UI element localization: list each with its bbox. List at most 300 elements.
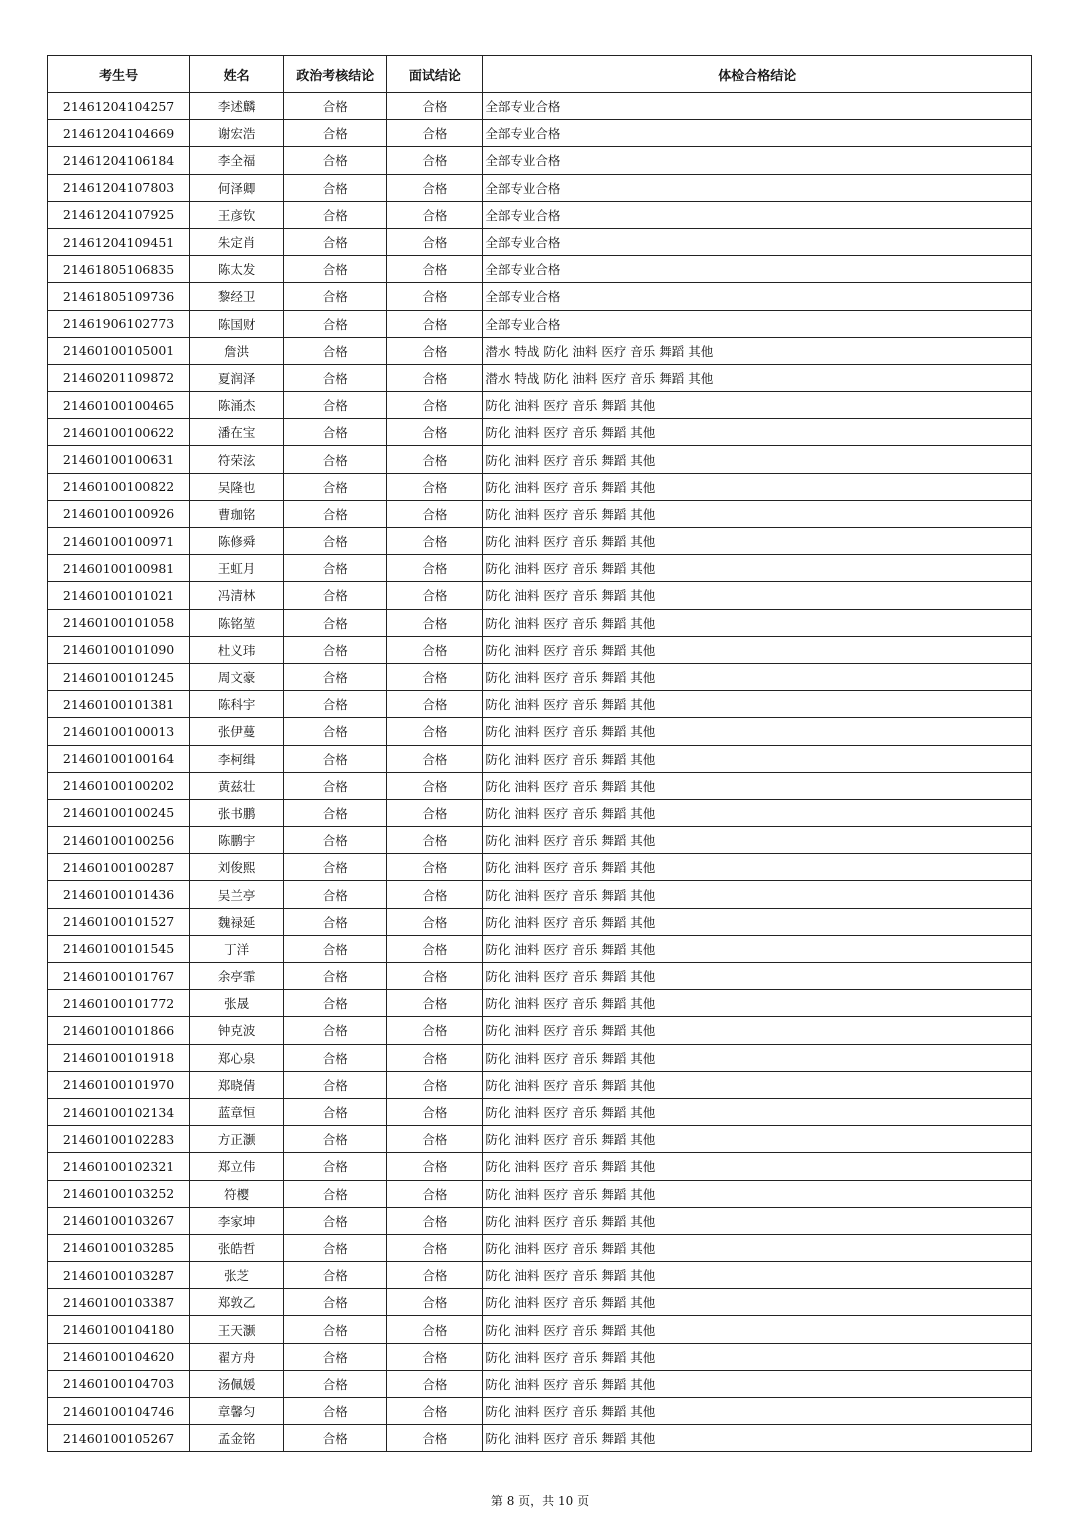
name-cell: 张皓哲	[190, 1234, 284, 1261]
exam-number-cell: 21460100103267	[48, 1207, 190, 1234]
exam-number-cell: 21460100100256	[48, 827, 190, 854]
medical-result-cell: 防化 油料 医疗 音乐 舞蹈 其他	[483, 745, 1032, 772]
exam-number-cell: 21461204106184	[48, 147, 190, 174]
political-review-cell: 合格	[284, 582, 387, 609]
interview-cell: 合格	[387, 663, 483, 690]
table-row	[48, 147, 1032, 174]
political-review-cell: 合格	[284, 745, 387, 772]
exam-number-cell: 21460201109872	[48, 364, 190, 391]
interview-cell: 合格	[387, 908, 483, 935]
medical-result-cell: 全部专业合格	[483, 228, 1032, 255]
name-cell: 郑晓倩	[190, 1071, 284, 1098]
medical-result-cell: 防化 油料 医疗 音乐 舞蹈 其他	[483, 555, 1032, 582]
name-cell: 方正灏	[190, 1126, 284, 1153]
name-cell: 魏禄延	[190, 908, 284, 935]
name-cell: 陈涌杰	[190, 392, 284, 419]
table-row	[48, 1398, 1032, 1425]
exam-number-cell: 21460100104180	[48, 1316, 190, 1343]
table-row	[48, 854, 1032, 881]
name-cell: 孟金铭	[190, 1425, 284, 1452]
name-cell: 谢宏浩	[190, 120, 284, 147]
exam-number-cell: 21460100100822	[48, 473, 190, 500]
name-cell: 符荣泫	[190, 446, 284, 473]
header-interview: 面试结论	[387, 56, 483, 93]
exam-number-cell: 21460100100971	[48, 528, 190, 555]
exam-number-cell: 21460100102283	[48, 1126, 190, 1153]
table-row	[48, 990, 1032, 1017]
medical-result-cell: 防化 油料 医疗 音乐 舞蹈 其他	[483, 908, 1032, 935]
name-cell: 张晟	[190, 990, 284, 1017]
medical-result-cell: 全部专业合格	[483, 283, 1032, 310]
exam-number-cell: 21460100100287	[48, 854, 190, 881]
table-row	[48, 1289, 1032, 1316]
exam-number-cell: 21461204104257	[48, 93, 190, 120]
exam-number-cell: 21461204107925	[48, 201, 190, 228]
table-row	[48, 663, 1032, 690]
table-row	[48, 1207, 1032, 1234]
medical-result-cell: 防化 油料 医疗 音乐 舞蹈 其他	[483, 392, 1032, 419]
table-row	[48, 799, 1032, 826]
name-cell: 李述麟	[190, 93, 284, 120]
table-row	[48, 93, 1032, 120]
medical-result-cell: 潜水 特战 防化 油料 医疗 音乐 舞蹈 其他	[483, 364, 1032, 391]
political-review-cell: 合格	[284, 1425, 387, 1452]
interview-cell: 合格	[387, 337, 483, 364]
exam-number-cell: 21460100101866	[48, 1017, 190, 1044]
exam-number-cell: 21460100101527	[48, 908, 190, 935]
table-row	[48, 256, 1032, 283]
interview-cell: 合格	[387, 392, 483, 419]
table-row	[48, 1044, 1032, 1071]
interview-cell: 合格	[387, 147, 483, 174]
name-cell: 周文豪	[190, 663, 284, 690]
table-row	[48, 310, 1032, 337]
medical-result-cell: 防化 油料 医疗 音乐 舞蹈 其他	[483, 718, 1032, 745]
table-row	[48, 1180, 1032, 1207]
table-row	[48, 908, 1032, 935]
table-row	[48, 1098, 1032, 1125]
interview-cell: 合格	[387, 827, 483, 854]
table-row	[48, 392, 1032, 419]
name-cell: 何泽卿	[190, 174, 284, 201]
exam-number-cell: 21460100102321	[48, 1153, 190, 1180]
exam-number-cell: 21460100102134	[48, 1098, 190, 1125]
interview-cell: 合格	[387, 745, 483, 772]
medical-result-cell: 防化 油料 医疗 音乐 舞蹈 其他	[483, 609, 1032, 636]
medical-result-cell: 防化 油料 医疗 音乐 舞蹈 其他	[483, 528, 1032, 555]
exam-number-cell: 21461805109736	[48, 283, 190, 310]
name-cell: 夏润泽	[190, 364, 284, 391]
interview-cell: 合格	[387, 718, 483, 745]
interview-cell: 合格	[387, 799, 483, 826]
table-row	[48, 1234, 1032, 1261]
political-review-cell: 合格	[284, 1262, 387, 1289]
interview-cell: 合格	[387, 419, 483, 446]
medical-result-cell: 全部专业合格	[483, 120, 1032, 147]
exam-number-cell: 21461204107803	[48, 174, 190, 201]
exam-number-cell: 21461906102773	[48, 310, 190, 337]
interview-cell: 合格	[387, 1044, 483, 1071]
name-cell: 符樱	[190, 1180, 284, 1207]
political-review-cell: 合格	[284, 473, 387, 500]
political-review-cell: 合格	[284, 1153, 387, 1180]
political-review-cell: 合格	[284, 691, 387, 718]
exam-number-cell: 21460100103287	[48, 1262, 190, 1289]
exam-number-cell: 21460100100164	[48, 745, 190, 772]
exam-number-cell: 21460100101381	[48, 691, 190, 718]
exam-number-cell: 21460100101970	[48, 1071, 190, 1098]
medical-result-cell: 防化 油料 医疗 音乐 舞蹈 其他	[483, 419, 1032, 446]
table-row	[48, 228, 1032, 255]
interview-cell: 合格	[387, 310, 483, 337]
political-review-cell: 合格	[284, 963, 387, 990]
table-row	[48, 555, 1032, 582]
table-row	[48, 1316, 1032, 1343]
medical-result-cell: 潜水 特战 防化 油料 医疗 音乐 舞蹈 其他	[483, 337, 1032, 364]
name-cell: 王彦钦	[190, 201, 284, 228]
medical-result-cell: 全部专业合格	[483, 310, 1032, 337]
political-review-cell: 合格	[284, 908, 387, 935]
name-cell: 郑立伟	[190, 1153, 284, 1180]
name-cell: 李家坤	[190, 1207, 284, 1234]
medical-result-cell: 防化 油料 医疗 音乐 舞蹈 其他	[483, 1370, 1032, 1397]
medical-result-cell: 防化 油料 医疗 音乐 舞蹈 其他	[483, 772, 1032, 799]
name-cell: 陈鹏宇	[190, 827, 284, 854]
name-cell: 翟方舟	[190, 1343, 284, 1370]
name-cell: 陈太发	[190, 256, 284, 283]
interview-cell: 合格	[387, 228, 483, 255]
interview-cell: 合格	[387, 1126, 483, 1153]
name-cell: 汤佩媛	[190, 1370, 284, 1397]
header-row	[48, 56, 1032, 93]
name-cell: 李柯缉	[190, 745, 284, 772]
interview-cell: 合格	[387, 1071, 483, 1098]
name-cell: 钟克波	[190, 1017, 284, 1044]
table-row	[48, 881, 1032, 908]
medical-result-cell: 防化 油料 医疗 音乐 舞蹈 其他	[483, 1316, 1032, 1343]
interview-cell: 合格	[387, 1316, 483, 1343]
table-row	[48, 1071, 1032, 1098]
table-row	[48, 1153, 1032, 1180]
name-cell: 杜义玮	[190, 636, 284, 663]
name-cell: 王天灏	[190, 1316, 284, 1343]
name-cell: 李全福	[190, 147, 284, 174]
political-review-cell: 合格	[284, 228, 387, 255]
interview-cell: 合格	[387, 364, 483, 391]
name-cell: 丁洋	[190, 935, 284, 962]
political-review-cell: 合格	[284, 337, 387, 364]
results-table	[47, 55, 1032, 1452]
political-review-cell: 合格	[284, 364, 387, 391]
name-cell: 余亭霏	[190, 963, 284, 990]
interview-cell: 合格	[387, 935, 483, 962]
medical-result-cell: 防化 油料 医疗 音乐 舞蹈 其他	[483, 1071, 1032, 1098]
table-row	[48, 500, 1032, 527]
political-review-cell: 合格	[284, 1234, 387, 1261]
table-row	[48, 1017, 1032, 1044]
interview-cell: 合格	[387, 1289, 483, 1316]
political-review-cell: 合格	[284, 419, 387, 446]
medical-result-cell: 防化 油料 医疗 音乐 舞蹈 其他	[483, 1234, 1032, 1261]
medical-result-cell: 防化 油料 医疗 音乐 舞蹈 其他	[483, 1126, 1032, 1153]
political-review-cell: 合格	[284, 663, 387, 690]
name-cell: 曹珈铭	[190, 500, 284, 527]
interview-cell: 合格	[387, 1370, 483, 1397]
interview-cell: 合格	[387, 1398, 483, 1425]
interview-cell: 合格	[387, 1207, 483, 1234]
political-review-cell: 合格	[284, 636, 387, 663]
interview-cell: 合格	[387, 636, 483, 663]
exam-number-cell: 21460100105001	[48, 337, 190, 364]
political-review-cell: 合格	[284, 555, 387, 582]
exam-number-cell: 21460100103387	[48, 1289, 190, 1316]
political-review-cell: 合格	[284, 147, 387, 174]
medical-result-cell: 防化 油料 医疗 音乐 舞蹈 其他	[483, 935, 1032, 962]
table-row	[48, 1262, 1032, 1289]
table-row	[48, 337, 1032, 364]
table-row	[48, 827, 1032, 854]
interview-cell: 合格	[387, 582, 483, 609]
interview-cell: 合格	[387, 1017, 483, 1044]
exam-number-cell: 21460100101767	[48, 963, 190, 990]
name-cell: 黎经卫	[190, 283, 284, 310]
header-exam-number: 考生号	[48, 56, 190, 93]
name-cell: 詹洪	[190, 337, 284, 364]
political-review-cell: 合格	[284, 500, 387, 527]
political-review-cell: 合格	[284, 1343, 387, 1370]
political-review-cell: 合格	[284, 283, 387, 310]
political-review-cell: 合格	[284, 1126, 387, 1153]
interview-cell: 合格	[387, 174, 483, 201]
name-cell: 蓝章恒	[190, 1098, 284, 1125]
political-review-cell: 合格	[284, 881, 387, 908]
political-review-cell: 合格	[284, 799, 387, 826]
table-row	[48, 1425, 1032, 1452]
political-review-cell: 合格	[284, 609, 387, 636]
exam-number-cell: 21460100100465	[48, 392, 190, 419]
medical-result-cell: 防化 油料 医疗 音乐 舞蹈 其他	[483, 1262, 1032, 1289]
medical-result-cell: 防化 油料 医疗 音乐 舞蹈 其他	[483, 636, 1032, 663]
exam-number-cell: 21460100100622	[48, 419, 190, 446]
table-row	[48, 283, 1032, 310]
medical-result-cell: 全部专业合格	[483, 201, 1032, 228]
medical-result-cell: 防化 油料 医疗 音乐 舞蹈 其他	[483, 827, 1032, 854]
medical-result-cell: 防化 油料 医疗 音乐 舞蹈 其他	[483, 881, 1032, 908]
medical-result-cell: 防化 油料 医疗 音乐 舞蹈 其他	[483, 582, 1032, 609]
table-row	[48, 1370, 1032, 1397]
political-review-cell: 合格	[284, 935, 387, 962]
interview-cell: 合格	[387, 881, 483, 908]
political-review-cell: 合格	[284, 772, 387, 799]
exam-number-cell: 21461805106835	[48, 256, 190, 283]
interview-cell: 合格	[387, 963, 483, 990]
name-cell: 潘在宝	[190, 419, 284, 446]
exam-number-cell: 21460100101436	[48, 881, 190, 908]
medical-result-cell: 全部专业合格	[483, 93, 1032, 120]
medical-result-cell: 防化 油料 医疗 音乐 舞蹈 其他	[483, 1180, 1032, 1207]
table-row	[48, 1126, 1032, 1153]
name-cell: 陈国财	[190, 310, 284, 337]
political-review-cell: 合格	[284, 1207, 387, 1234]
medical-result-cell: 防化 油料 医疗 音乐 舞蹈 其他	[483, 1153, 1032, 1180]
table-row	[48, 745, 1032, 772]
political-review-cell: 合格	[284, 310, 387, 337]
interview-cell: 合格	[387, 1153, 483, 1180]
medical-result-cell: 防化 油料 医疗 音乐 舞蹈 其他	[483, 473, 1032, 500]
medical-result-cell: 防化 油料 医疗 音乐 舞蹈 其他	[483, 1343, 1032, 1370]
name-cell: 陈修舜	[190, 528, 284, 555]
political-review-cell: 合格	[284, 528, 387, 555]
table-row	[48, 446, 1032, 473]
name-cell: 郑心泉	[190, 1044, 284, 1071]
interview-cell: 合格	[387, 1343, 483, 1370]
name-cell: 张书鹏	[190, 799, 284, 826]
interview-cell: 合格	[387, 609, 483, 636]
table-row	[48, 201, 1032, 228]
political-review-cell: 合格	[284, 256, 387, 283]
interview-cell: 合格	[387, 1262, 483, 1289]
name-cell: 陈铭堃	[190, 609, 284, 636]
medical-result-cell: 防化 油料 医疗 音乐 舞蹈 其他	[483, 1098, 1032, 1125]
exam-number-cell: 21460100101245	[48, 663, 190, 690]
table-header	[48, 56, 1032, 93]
exam-number-cell: 21460100101545	[48, 935, 190, 962]
interview-cell: 合格	[387, 446, 483, 473]
name-cell: 陈科宇	[190, 691, 284, 718]
exam-number-cell: 21460100100013	[48, 718, 190, 745]
political-review-cell: 合格	[284, 854, 387, 881]
exam-number-cell: 21460100100981	[48, 555, 190, 582]
exam-number-cell: 21460100105267	[48, 1425, 190, 1452]
exam-number-cell: 21460100104703	[48, 1370, 190, 1397]
table-row	[48, 419, 1032, 446]
medical-result-cell: 防化 油料 医疗 音乐 舞蹈 其他	[483, 990, 1032, 1017]
name-cell: 朱定肖	[190, 228, 284, 255]
name-cell: 吴兰亭	[190, 881, 284, 908]
exam-number-cell: 21461204109451	[48, 228, 190, 255]
table-row	[48, 772, 1032, 799]
table-row	[48, 963, 1032, 990]
political-review-cell: 合格	[284, 1044, 387, 1071]
political-review-cell: 合格	[284, 718, 387, 745]
name-cell: 刘俊熙	[190, 854, 284, 881]
interview-cell: 合格	[387, 256, 483, 283]
political-review-cell: 合格	[284, 120, 387, 147]
interview-cell: 合格	[387, 93, 483, 120]
medical-result-cell: 防化 油料 医疗 音乐 舞蹈 其他	[483, 1207, 1032, 1234]
name-cell: 黄兹壮	[190, 772, 284, 799]
exam-number-cell: 21460100101772	[48, 990, 190, 1017]
medical-result-cell: 全部专业合格	[483, 147, 1032, 174]
political-review-cell: 合格	[284, 446, 387, 473]
name-cell: 张伊蔓	[190, 718, 284, 745]
table-row	[48, 691, 1032, 718]
name-cell: 王虹月	[190, 555, 284, 582]
header-political-review: 政治考核结论	[284, 56, 387, 93]
medical-result-cell: 防化 油料 医疗 音乐 舞蹈 其他	[483, 799, 1032, 826]
name-cell: 章馨匀	[190, 1398, 284, 1425]
interview-cell: 合格	[387, 473, 483, 500]
interview-cell: 合格	[387, 1425, 483, 1452]
medical-result-cell: 防化 油料 医疗 音乐 舞蹈 其他	[483, 691, 1032, 718]
interview-cell: 合格	[387, 500, 483, 527]
table-row	[48, 636, 1032, 663]
interview-cell: 合格	[387, 201, 483, 228]
table-row	[48, 582, 1032, 609]
political-review-cell: 合格	[284, 990, 387, 1017]
medical-result-cell: 防化 油料 医疗 音乐 舞蹈 其他	[483, 854, 1032, 881]
interview-cell: 合格	[387, 528, 483, 555]
political-review-cell: 合格	[284, 174, 387, 201]
exam-number-cell: 21460100101058	[48, 609, 190, 636]
interview-cell: 合格	[387, 1234, 483, 1261]
name-cell: 吴隆也	[190, 473, 284, 500]
table-row	[48, 120, 1032, 147]
political-review-cell: 合格	[284, 1071, 387, 1098]
interview-cell: 合格	[387, 772, 483, 799]
name-cell: 张芝	[190, 1262, 284, 1289]
name-cell: 郑敦乙	[190, 1289, 284, 1316]
header-name: 姓名	[190, 56, 284, 93]
interview-cell: 合格	[387, 691, 483, 718]
exam-number-cell: 21460100101021	[48, 582, 190, 609]
interview-cell: 合格	[387, 1098, 483, 1125]
interview-cell: 合格	[387, 283, 483, 310]
table-body	[48, 93, 1032, 1452]
exam-number-cell: 21460100100245	[48, 799, 190, 826]
page-number: 第 8 页，共 10 页	[490, 1494, 590, 1508]
political-review-cell: 合格	[284, 93, 387, 120]
exam-number-cell: 21460100103252	[48, 1180, 190, 1207]
exam-number-cell: 21460100101918	[48, 1044, 190, 1071]
medical-result-cell: 防化 油料 医疗 音乐 舞蹈 其他	[483, 1425, 1032, 1452]
political-review-cell: 合格	[284, 1370, 387, 1397]
political-review-cell: 合格	[284, 1316, 387, 1343]
medical-result-cell: 防化 油料 医疗 音乐 舞蹈 其他	[483, 446, 1032, 473]
political-review-cell: 合格	[284, 1289, 387, 1316]
exam-number-cell: 21460100103285	[48, 1234, 190, 1261]
table-row	[48, 528, 1032, 555]
table-row	[48, 473, 1032, 500]
medical-result-cell: 防化 油料 医疗 音乐 舞蹈 其他	[483, 963, 1032, 990]
interview-cell: 合格	[387, 854, 483, 881]
table-row	[48, 364, 1032, 391]
table-row	[48, 609, 1032, 636]
interview-cell: 合格	[387, 1180, 483, 1207]
medical-result-cell: 防化 油料 医疗 音乐 舞蹈 其他	[483, 1289, 1032, 1316]
medical-result-cell: 防化 油料 医疗 音乐 舞蹈 其他	[483, 1044, 1032, 1071]
political-review-cell: 合格	[284, 1398, 387, 1425]
medical-result-cell: 防化 油料 医疗 音乐 舞蹈 其他	[483, 500, 1032, 527]
medical-result-cell: 防化 油料 医疗 音乐 舞蹈 其他	[483, 1398, 1032, 1425]
exam-number-cell: 21460100100202	[48, 772, 190, 799]
interview-cell: 合格	[387, 120, 483, 147]
exam-number-cell: 21461204104669	[48, 120, 190, 147]
name-cell: 冯清林	[190, 582, 284, 609]
political-review-cell: 合格	[284, 392, 387, 419]
interview-cell: 合格	[387, 990, 483, 1017]
political-review-cell: 合格	[284, 1098, 387, 1125]
political-review-cell: 合格	[284, 827, 387, 854]
medical-result-cell: 防化 油料 医疗 音乐 舞蹈 其他	[483, 663, 1032, 690]
political-review-cell: 合格	[284, 1017, 387, 1044]
medical-result-cell: 全部专业合格	[483, 256, 1032, 283]
table-row	[48, 174, 1032, 201]
exam-number-cell: 21460100100926	[48, 500, 190, 527]
exam-number-cell: 21460100100631	[48, 446, 190, 473]
header-medical-result: 体检合格结论	[483, 56, 1032, 93]
medical-result-cell: 全部专业合格	[483, 174, 1032, 201]
